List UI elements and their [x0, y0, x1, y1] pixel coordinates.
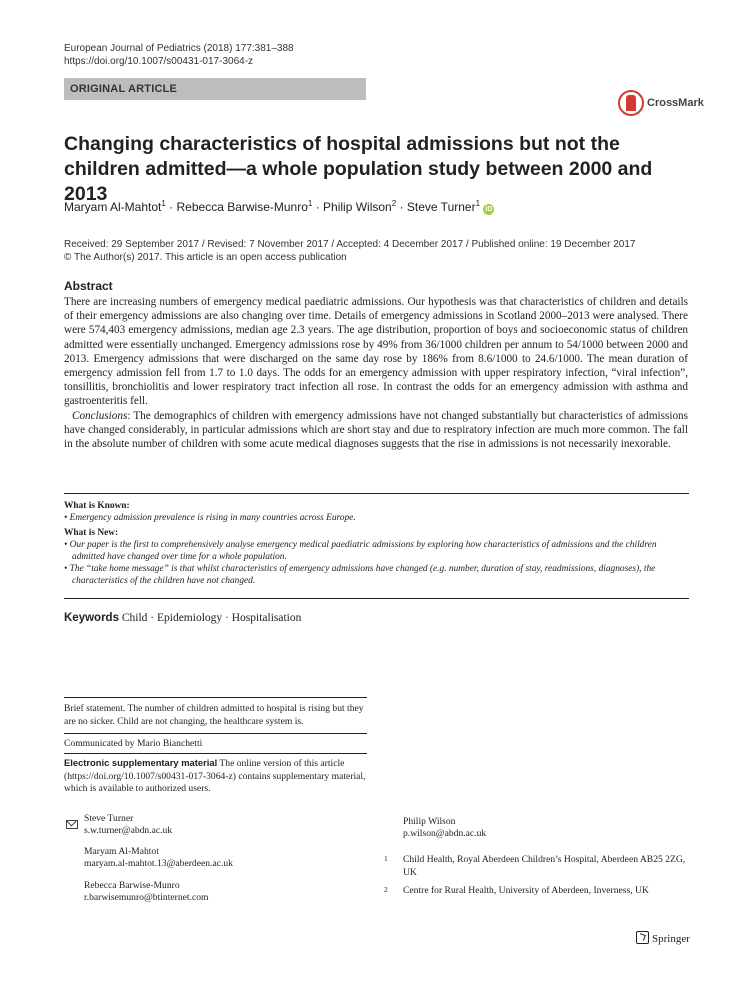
- esm-label: Electronic supplementary material: [64, 757, 218, 768]
- author-affiliation-mark: 1: [161, 199, 166, 208]
- author-name[interactable]: Maryam Al-Mahtot: [64, 200, 162, 214]
- affiliation-number: 1: [384, 854, 388, 863]
- contact-block: [84, 846, 233, 870]
- author-affiliation-mark: 1: [307, 199, 313, 208]
- contact-name: Rebecca Barwise-Munro: [84, 880, 180, 891]
- contact-email[interactable]: r.barwisemunro@btinternet.com: [84, 892, 209, 903]
- abstract-body: [64, 295, 688, 451]
- author-list: [64, 199, 494, 215]
- new-item: • Our paper is the first to comprehensively analyse emergency medical paediatric admissions by exploring how characteristics of admissions and the children admitted have changed over time for a whole population.: [64, 540, 657, 562]
- crossmark-badge[interactable]: [618, 90, 708, 120]
- new-item: • The “take home message” is that whilst characteristics of emergency admissions have changed (e.g. number, duration of stay, readmissions, diagnoses), the characteristics of the children have not changed.: [64, 564, 656, 586]
- journal-header: [64, 42, 294, 68]
- publication-history: [64, 238, 635, 264]
- abstract-paragraph: There are increasing numbers of emergency medical paediatric admissions. Our hypothesis was that characteristics of children and details of their emergency admissions are also changing over time. Details of emergency admissions in Scotland 2000–2013 were analysed. There were 574,403 emergency admissions, median age 2.3 years. The age distribution, proportion of boys and socioeconomic status of children admitted were essentially unchanged. Emergency admissions rose by 49% from 36/1000 children per annum to 54/1000 between 2000 and 2013. Emergency admissions that were discharged on the same day rose by 186% from 8.6/1000 to 24.6/1000. The mean duration of emergency admission fell from 1.7 to 1.0 days. The odds for an emergency admission with upper respiratory infection, “viral infection”, tonsillitis, bronchiolitis and lower respiratory tract infection all rose. In contrast the odds for an emergency admission with asthma and gastroenteritis fell.: [64, 296, 688, 408]
- conclusions-label: Conclusions: [72, 409, 128, 422]
- keywords-text: Child · Epidemiology · Hospitalisation: [121, 612, 302, 624]
- esm-note: [64, 757, 367, 796]
- springer-horse-icon: [636, 931, 649, 944]
- article-type-label: ORIGINAL ARTICLE: [70, 83, 178, 95]
- author-name[interactable]: Steve Turner: [406, 200, 476, 214]
- contact-name: Maryam Al-Mahtot: [84, 846, 159, 857]
- contact-email[interactable]: s.w.turner@abdn.ac.uk: [84, 825, 173, 836]
- crossmark-label: CrossMark: [647, 97, 704, 109]
- article-title: Changing characteristics of hospital admissions but not the children admitted—a whole population study between 2000 and 2013: [64, 133, 653, 205]
- springer-logo: [636, 931, 690, 945]
- footnote-rule: [64, 753, 367, 754]
- author-affiliation-mark: 2: [391, 199, 397, 208]
- known-item: • Emergency admission prevalence is rising in many countries across Europe.: [64, 513, 356, 523]
- orcid-icon[interactable]: iD: [485, 206, 493, 213]
- author-separator: ·: [399, 200, 404, 214]
- author-name[interactable]: Philip Wilson: [323, 200, 392, 214]
- footnote-rule: [64, 733, 367, 734]
- box-bottom-rule: [64, 598, 689, 599]
- conclusions-text: : The demographics of children with emergency admissions have not changed substantially but characteristics of admissions have changed considerably, in particular admissions which are short stay and due to respiratory infection are much more common. The fall in the absolute number of children with some acute medical diagnoses suggests that the rise in admissions is not necessarily inexorable.: [64, 409, 688, 451]
- contact-email[interactable]: p.wilson@abdn.ac.uk: [403, 828, 487, 839]
- copyright-line: © The Author(s) 2017. This article is an open access publication: [64, 252, 347, 263]
- author-separator: ·: [315, 200, 320, 214]
- esm-text: The online version of this article (https://doi.org/10.1007/s00431-017-3064-z) contains supplementary material, which is available to authorized users.: [64, 758, 366, 794]
- affiliation-number: 2: [384, 885, 388, 894]
- keywords-label: Keywords: [64, 612, 119, 624]
- doi-link[interactable]: https://doi.org/10.1007/s00431-017-3064-z: [64, 56, 254, 67]
- publisher-name: Springer: [652, 933, 690, 945]
- contact-email[interactable]: maryam.al-mahtot.13@aberdeen.ac.uk: [84, 858, 233, 869]
- contact-block: [84, 813, 172, 837]
- affiliation-text: Centre for Rural Health, University of Aberdeen, Inverness, UK: [403, 885, 649, 896]
- crossmark-icon: [618, 90, 644, 116]
- contact-block: [403, 816, 486, 840]
- communicated-by: Communicated by Mario Bianchetti: [64, 738, 203, 749]
- article-type-banner: [64, 78, 366, 100]
- affiliation-text: Child Health, Royal Aberdeen Children’s Hospital, Aberdeen AB25 2ZG, UK: [403, 854, 686, 878]
- contact-name: Steve Turner: [84, 813, 134, 824]
- footnote-rule: [64, 697, 367, 698]
- contact-block: [84, 880, 208, 904]
- new-heading: What is New:: [64, 528, 119, 538]
- dates-line: Received: 29 September 2017 / Revised: 7 November 2017 / Accepted: 4 December 2017 / Published online: 19 December 2017: [64, 239, 636, 250]
- author-separator: ·: [169, 200, 174, 214]
- what-is-known-box: [64, 500, 689, 587]
- author-affiliation-mark: 1: [475, 199, 481, 208]
- brief-statement: Brief statement. The number of children admitted to hospital is rising but they are no sicker. Child are not changing, the healthcare system is.: [64, 703, 364, 727]
- known-heading: What is Known:: [64, 501, 130, 511]
- keywords: [64, 612, 301, 624]
- box-top-rule: [64, 493, 689, 494]
- author-name[interactable]: Rebecca Barwise-Munro: [176, 200, 308, 214]
- abstract-conclusions: [64, 409, 688, 452]
- contact-name: Philip Wilson: [403, 816, 456, 827]
- abstract-heading: Abstract: [64, 279, 113, 293]
- journal-citation: European Journal of Pediatrics (2018) 177:381–388: [64, 43, 294, 54]
- email-icon: [66, 816, 78, 834]
